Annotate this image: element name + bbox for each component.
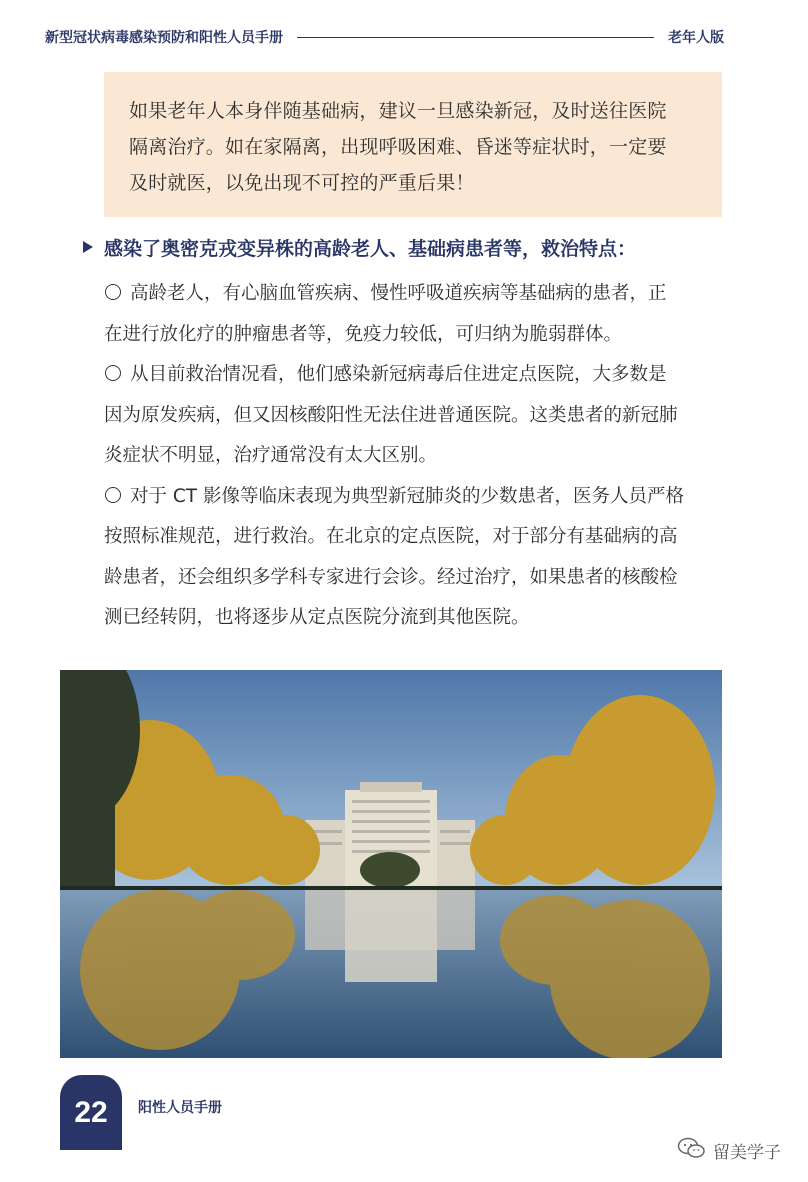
paragraph-line: 测已经转阴，也将逐步从定点医院分流到其他医院。 bbox=[104, 607, 530, 628]
circle-bullet-icon bbox=[105, 365, 121, 381]
paragraph bbox=[104, 477, 726, 639]
callout-box bbox=[104, 72, 722, 217]
paragraph-line: 炎症状不明显，治疗通常没有太大区别。 bbox=[104, 445, 438, 466]
paragraph-line: 在进行放化疗的肿瘤患者等，免疫力较低，可归纳为脆弱群体。 bbox=[104, 323, 623, 345]
watermark bbox=[677, 1137, 781, 1163]
paragraph-line: 从目前救治情况看，他们感染新冠病毒后住进定点医院，大多数是 bbox=[130, 364, 667, 385]
section-heading bbox=[83, 235, 636, 259]
header-edition: 老年人版 bbox=[668, 30, 724, 46]
page-header bbox=[45, 26, 724, 48]
paragraph bbox=[104, 274, 726, 355]
paragraph-line: 高龄老人，有心脑血管疾病、慢性呼吸道疾病等基础病的患者，正 bbox=[130, 283, 667, 304]
watermark-text: 留美学子 bbox=[713, 1142, 781, 1163]
page-number: 22 bbox=[74, 1095, 108, 1129]
page-number-badge bbox=[60, 1075, 122, 1150]
header-title: 新型冠状病毒感染预防和阳性人员手册 bbox=[45, 30, 283, 46]
callout-line: 隔离治疗。如在家隔离，出现呼吸困难、昏迷等症状时，一定要 bbox=[129, 136, 667, 158]
body-text bbox=[104, 274, 726, 639]
wechat-icon bbox=[677, 1137, 707, 1163]
paragraph-line: 因为原发疾病，但又因核酸阳性无法住进普通医院。这类患者的新冠肺 bbox=[104, 404, 678, 426]
paragraph-line: 对于 CT 影像等临床表现为典型新冠肺炎的少数患者，医务人员严格 bbox=[130, 485, 684, 507]
hospital-photo bbox=[60, 670, 722, 1058]
header-rule bbox=[297, 37, 654, 38]
callout-line: 如果老年人本身伴随基础病，建议一旦感染新冠，及时送往医院 bbox=[129, 100, 667, 122]
paragraph bbox=[104, 355, 726, 477]
callout-line: 及时就医，以免出现不可控的严重后果！ bbox=[129, 172, 475, 194]
paragraph-line: 按照标准规范，进行救治。在北京的定点医院，对于部分有基础病的高 bbox=[104, 526, 678, 547]
circle-bullet-icon bbox=[105, 284, 121, 300]
footer-title: 阳性人员手册 bbox=[138, 1100, 222, 1116]
section-heading-text: 感染了奥密克戎变异株的高龄老人、基础病患者等，救治特点： bbox=[104, 237, 637, 260]
triangle-bullet-icon bbox=[83, 241, 93, 253]
paragraph-line: 龄患者，还会组织多学科专家进行会诊。经过治疗，如果患者的核酸检 bbox=[104, 566, 678, 588]
circle-bullet-icon bbox=[105, 487, 121, 503]
